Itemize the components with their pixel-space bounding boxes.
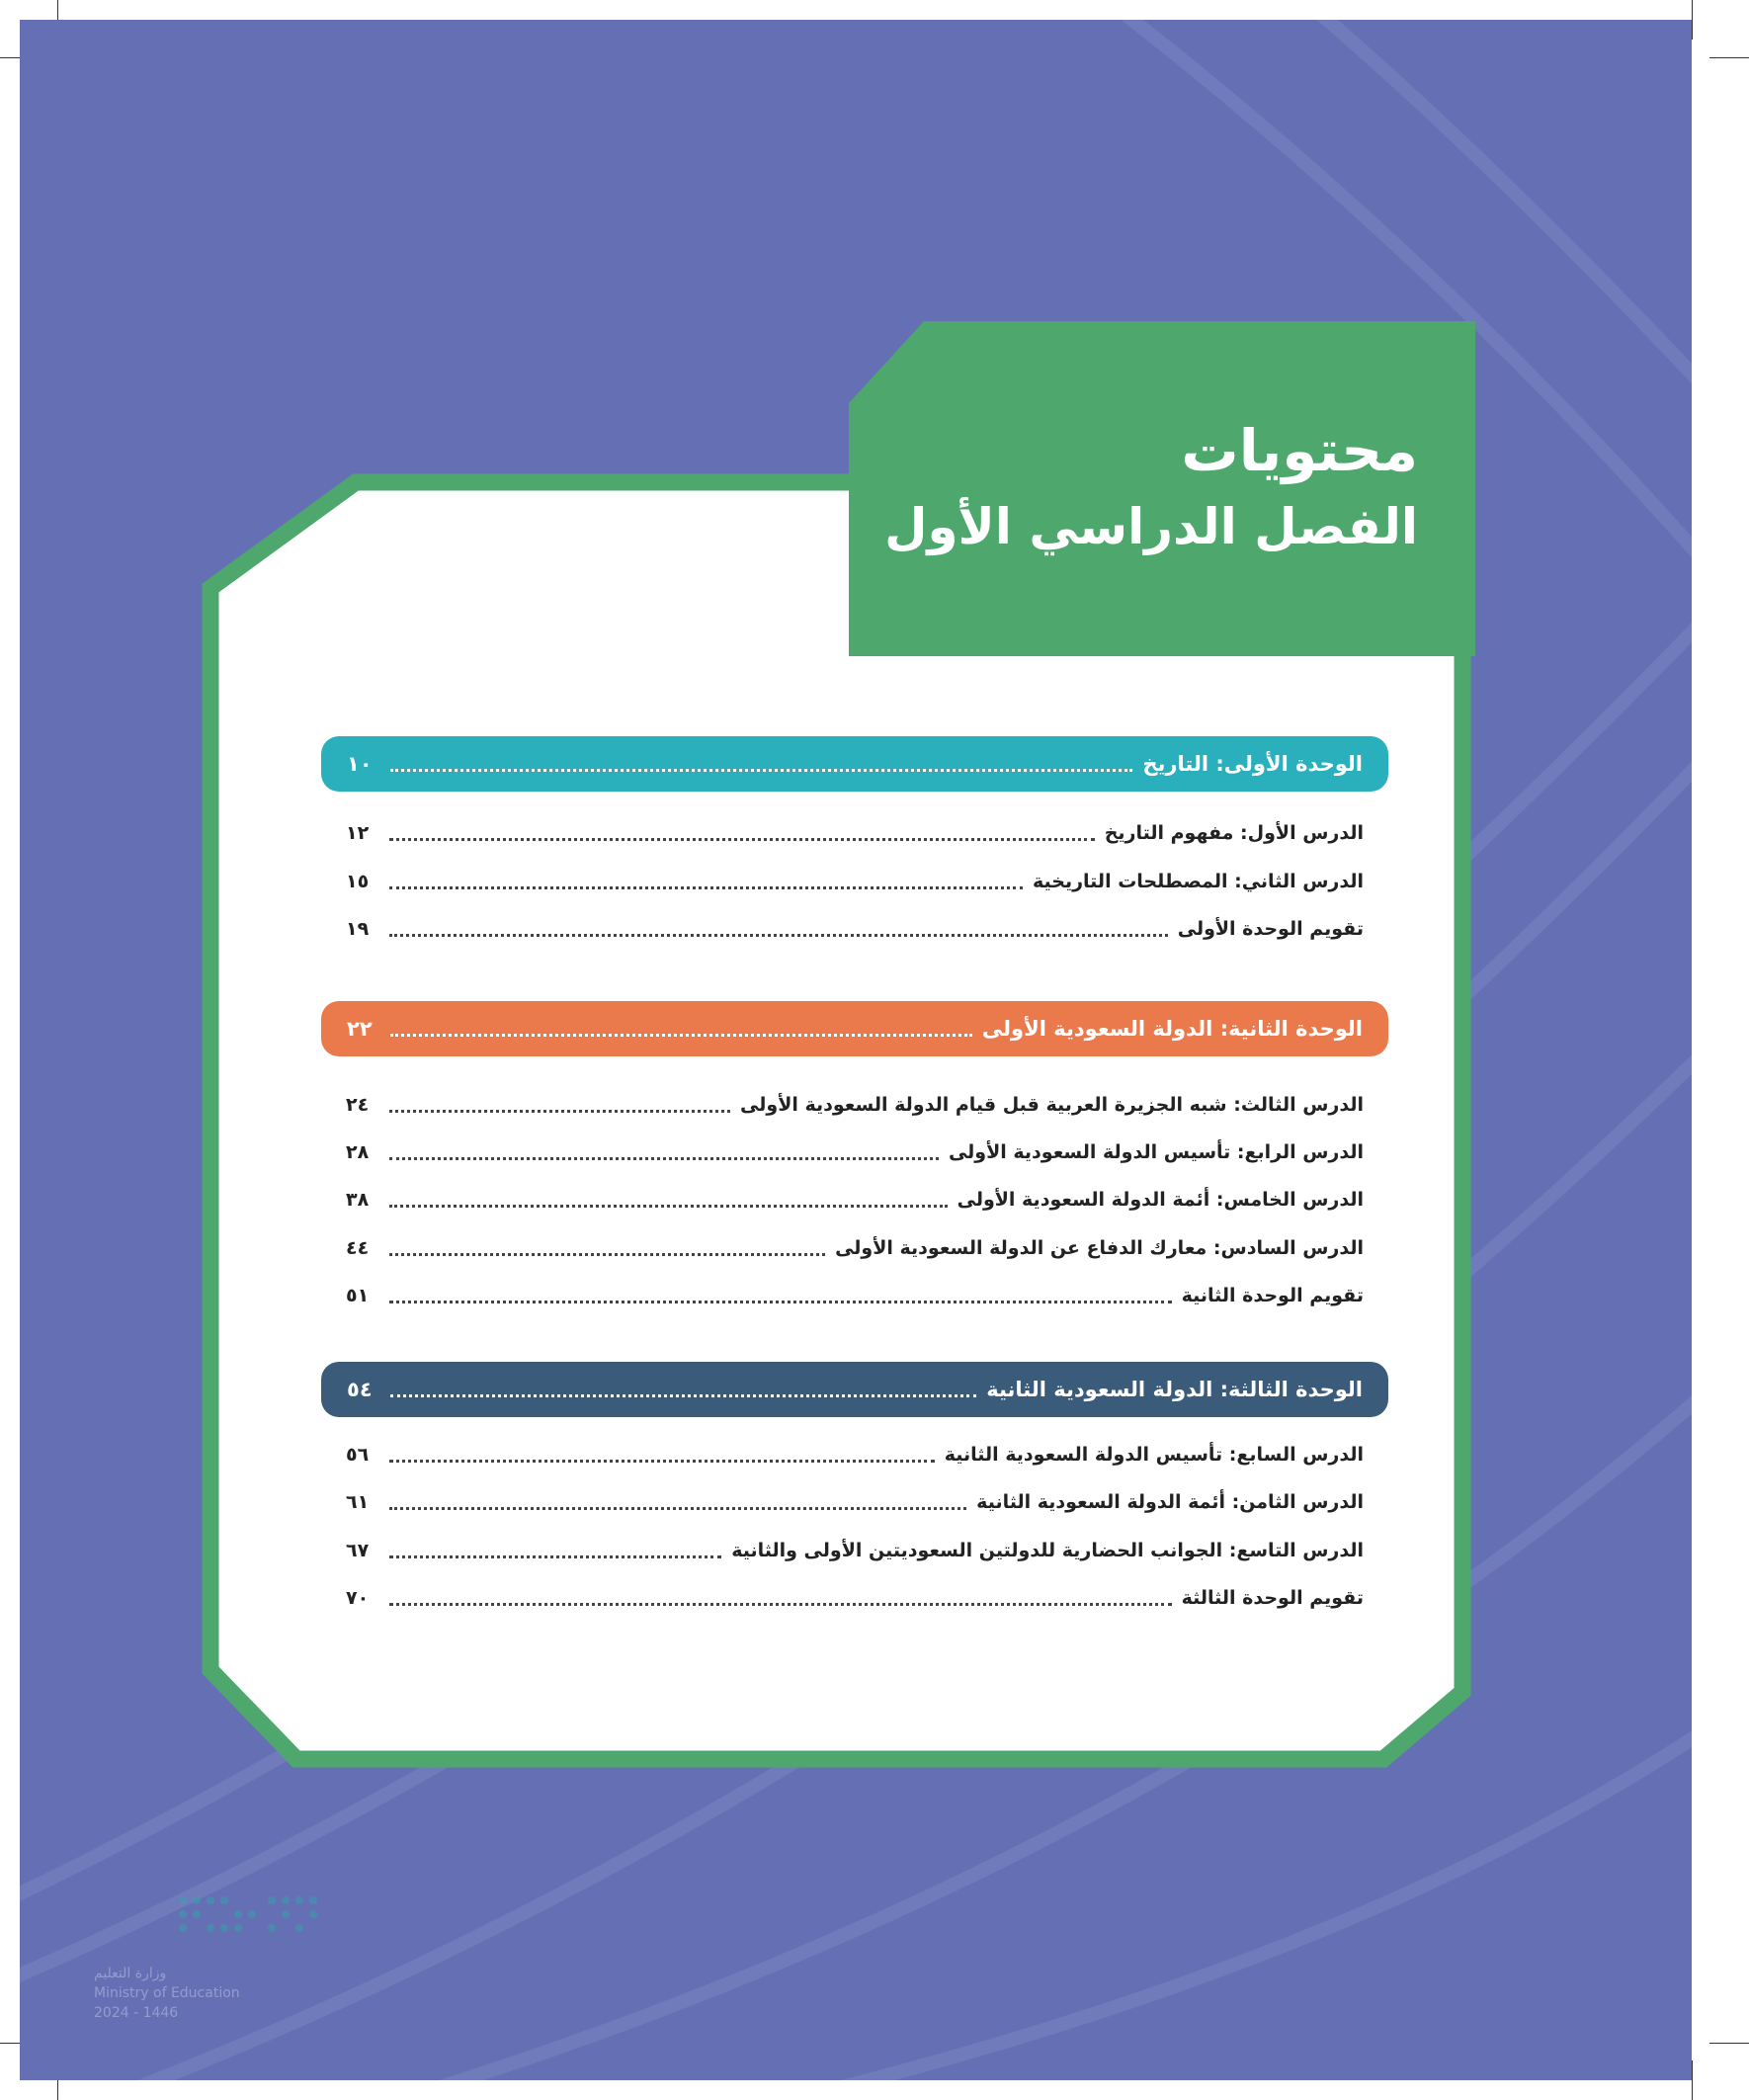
leader-dots <box>389 1157 939 1160</box>
toc-entry[interactable] <box>346 813 1364 853</box>
leader-dots <box>389 1460 935 1463</box>
lesson-page-number: ١٩ <box>346 918 370 940</box>
lesson-label: الدرس الأول: مفهوم التاريخ <box>1104 822 1364 844</box>
lesson-page-number: ١٢ <box>346 822 370 844</box>
toc-entry[interactable] <box>346 909 1364 949</box>
toc-entry[interactable] <box>346 1133 1364 1172</box>
leader-dots <box>389 886 1023 889</box>
toc-entry[interactable] <box>346 1180 1364 1219</box>
leader-dots <box>389 1603 1172 1606</box>
ministry-logo <box>94 1892 331 2041</box>
lesson-label: الدرس السابع: تأسيس الدولة السعودية الثانية <box>944 1444 1364 1466</box>
unit-page-number: ٢٢ <box>347 1017 373 1041</box>
lesson-label: الدرس السادس: معارك الدفاع عن الدولة السعودية الأولى <box>835 1237 1364 1259</box>
leader-dots <box>389 1555 721 1558</box>
lesson-label: الدرس الثالث: شبه الجزيرة العربية قبل قيام الدولة السعودية الأولى <box>740 1094 1364 1116</box>
lesson-page-number: ٥٦ <box>346 1444 370 1466</box>
leader-dots <box>389 934 1168 937</box>
lesson-label: الدرس الثامن: أئمة الدولة السعودية الثانية <box>976 1491 1364 1513</box>
unit-page-number: ١٠ <box>347 752 373 776</box>
leader-dots <box>389 1507 966 1510</box>
leader-dots <box>390 1034 972 1037</box>
toc-entry[interactable] <box>346 1531 1364 1570</box>
toc-entry[interactable] <box>346 1276 1364 1315</box>
lesson-page-number: ١٥ <box>346 871 370 892</box>
logo-arabic: وزارة التعليم <box>94 1966 167 1981</box>
unit-header-3[interactable] <box>321 1362 1388 1417</box>
lesson-label: الدرس الخامس: أئمة الدولة السعودية الأولى <box>957 1189 1364 1211</box>
leader-dots <box>389 838 1095 841</box>
lesson-page-number: ٥١ <box>346 1285 370 1306</box>
unit-label: الوحدة الثانية: الدولة السعودية الأولى <box>981 1017 1363 1041</box>
lesson-page-number: ٦٧ <box>346 1540 370 1561</box>
logo-dots-icon <box>173 1892 321 1937</box>
leader-dots <box>389 1253 825 1256</box>
page-subtitle: الفصل الدراسي الأول <box>884 497 1418 555</box>
lesson-page-number: ٣٨ <box>346 1189 370 1211</box>
leader-dots <box>389 1110 730 1113</box>
lesson-label: الدرس الرابع: تأسيس الدولة السعودية الأولى <box>948 1141 1364 1163</box>
toc-entry[interactable] <box>346 1482 1364 1522</box>
toc-entry[interactable] <box>346 1435 1364 1474</box>
toc-entry[interactable] <box>346 1228 1364 1268</box>
unit-page-number: ٥٤ <box>347 1378 373 1401</box>
lesson-page-number: ٦١ <box>346 1491 370 1513</box>
lesson-label: تقويم الوحدة الثالثة <box>1181 1587 1364 1609</box>
logo-english: Ministry of Education <box>94 1985 240 2001</box>
lesson-page-number: ٢٨ <box>346 1141 370 1163</box>
toc-entry[interactable] <box>346 862 1364 901</box>
lesson-label: تقويم الوحدة الأولى <box>1177 918 1364 940</box>
lesson-label: الدرس الثاني: المصطلحات التاريخية <box>1033 871 1364 892</box>
toc-entry[interactable] <box>346 1085 1364 1125</box>
leader-dots <box>389 1205 948 1208</box>
leader-dots <box>389 1301 1172 1303</box>
lesson-page-number: ٢٤ <box>346 1094 370 1116</box>
unit-header-2[interactable] <box>321 1001 1388 1056</box>
unit-header-1[interactable] <box>321 736 1388 792</box>
lesson-label: الدرس التاسع: الجوانب الحضارية للدولتين السعوديتين الأولى والثانية <box>731 1540 1364 1561</box>
lesson-page-number: ٧٠ <box>346 1587 370 1609</box>
toc-entry[interactable] <box>346 1578 1364 1618</box>
title-block <box>850 417 1418 578</box>
lesson-label: تقويم الوحدة الثانية <box>1181 1285 1364 1306</box>
unit-label: الوحدة الأولى: التاريخ <box>1142 752 1363 776</box>
lesson-page-number: ٤٤ <box>346 1237 370 1259</box>
unit-label: الوحدة الثالثة: الدولة السعودية الثانية <box>986 1378 1363 1401</box>
leader-dots <box>390 769 1132 772</box>
leader-dots <box>390 1394 976 1397</box>
logo-text <box>94 1964 331 2023</box>
page-title: محتويات <box>1181 417 1418 484</box>
logo-year: 2024 - 1446 <box>94 2005 179 2021</box>
